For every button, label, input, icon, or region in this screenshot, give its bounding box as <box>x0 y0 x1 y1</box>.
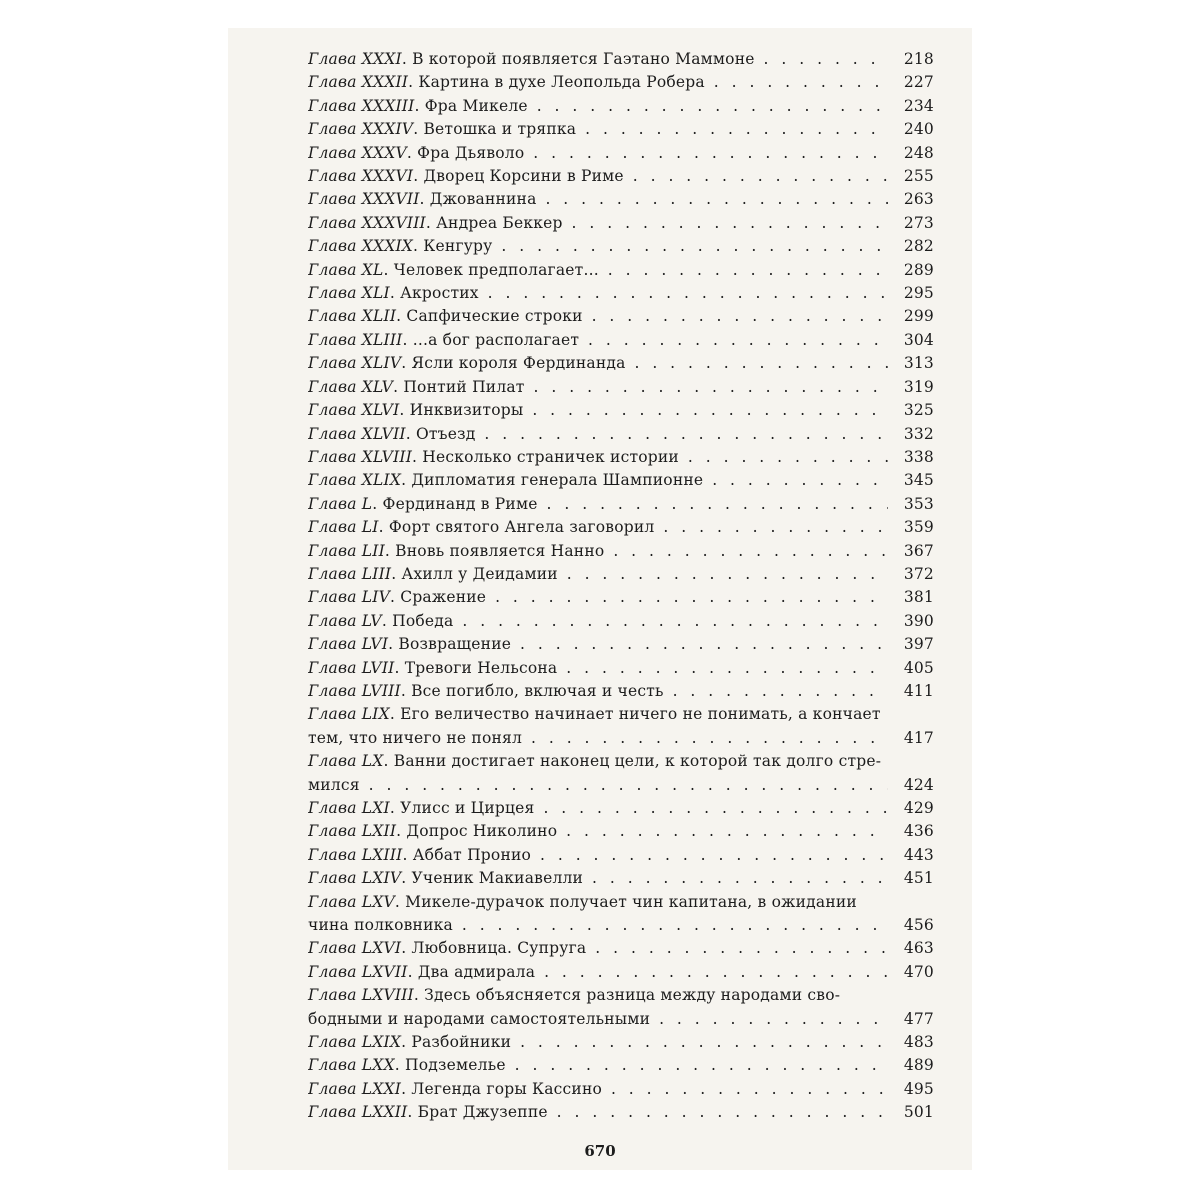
chapter-label: Глава <box>308 330 357 349</box>
chapter-number: LXV <box>361 892 395 911</box>
chapter-label: Глава <box>308 401 357 420</box>
toc-entry-line <box>308 446 934 469</box>
chapter-title: . Победа <box>381 611 454 630</box>
chapter-number: LI <box>361 518 379 537</box>
chapter-label: Глава <box>308 377 357 396</box>
chapter-number: XLI <box>361 284 390 303</box>
chapter-label: Глава <box>308 354 357 373</box>
chapter-title: . Форт святого Ангела заговорил <box>378 518 655 537</box>
chapter-number: LVIII <box>361 681 401 700</box>
chapter-title: . Любовница. Супруга <box>401 939 587 958</box>
toc-entry-line <box>308 71 934 94</box>
toc-page-number: 424 <box>888 774 934 797</box>
toc-entry <box>308 657 934 680</box>
chapter-title: . Инквизиторы <box>399 401 524 420</box>
chapter-title: . Аббат Пронио <box>402 845 532 864</box>
toc-entry-line <box>308 867 934 890</box>
toc-entry <box>308 680 934 703</box>
chapter-title: . Здесь объясняется разница между народами сво- <box>413 986 841 1005</box>
chapter-label: Глава <box>308 564 357 583</box>
chapter-number: XLVI <box>361 401 400 420</box>
toc-page-number: 234 <box>888 95 934 118</box>
toc-entry-line <box>308 516 934 539</box>
toc-page-number: 436 <box>888 820 934 843</box>
chapter-number: XLVIII <box>361 447 413 466</box>
toc-entry <box>308 446 934 469</box>
toc-page-number: 304 <box>888 329 934 352</box>
toc-page-number: 282 <box>888 235 934 258</box>
toc-entry-line <box>308 961 934 984</box>
toc-page-number: 289 <box>888 259 934 282</box>
toc-entry-line <box>308 680 934 703</box>
toc-entry-line <box>308 329 934 352</box>
continuation-text: бодными и народами самостоятельными <box>308 1009 651 1028</box>
toc-entry <box>308 259 934 282</box>
chapter-title: . Дипломатия генерала Шампионне <box>401 471 704 490</box>
toc-entry-line <box>308 235 934 258</box>
toc-entry <box>308 540 934 563</box>
chapter-label: Глава <box>308 799 357 817</box>
table-of-contents <box>308 48 934 1125</box>
chapter-number: XXXI <box>361 50 402 68</box>
chapter-number: XXXII <box>361 73 409 92</box>
toc-entry-line <box>308 423 934 446</box>
chapter-number: XXXIX <box>361 237 414 256</box>
chapter-number: LXVII <box>361 962 408 981</box>
toc-entry-line <box>308 633 934 656</box>
toc-entry-first-line <box>308 984 934 1007</box>
toc-entry <box>308 95 934 118</box>
chapter-label: Глава <box>308 986 357 1005</box>
chapter-label: Глава <box>308 1079 357 1098</box>
toc-entry-line <box>308 305 934 328</box>
toc-entry <box>308 423 934 446</box>
toc-entry-line <box>308 142 934 165</box>
chapter-label: Глава <box>308 892 357 911</box>
chapter-title: . Легенда горы Кассино <box>401 1079 603 1098</box>
chapter-title: . Акростих <box>389 284 479 303</box>
toc-entry <box>308 165 934 188</box>
chapter-number: LXIV <box>361 869 402 888</box>
toc-page-number: 255 <box>888 165 934 188</box>
chapter-label: Глава <box>308 73 357 92</box>
toc-page-number: 483 <box>888 1031 934 1054</box>
chapter-title: . Кенгуру <box>413 237 493 256</box>
toc-entry-line <box>308 165 934 188</box>
page-number-folio: 670 <box>584 1142 616 1160</box>
chapter-label: Глава <box>308 237 357 256</box>
toc-entry <box>308 610 934 633</box>
chapter-title: . Вновь появляется Нанно <box>384 541 605 560</box>
toc-page-number: 417 <box>888 727 934 750</box>
chapter-title: . Человек предполагает... <box>383 260 599 279</box>
chapter-label: Глава <box>308 424 357 443</box>
chapter-title: . Брат Джузеппе <box>407 1103 548 1122</box>
toc-page-number: 390 <box>888 610 934 633</box>
chapter-number: XLV <box>361 377 394 396</box>
chapter-label: Глава <box>308 96 357 115</box>
toc-page-number: 353 <box>888 493 934 516</box>
toc-entry-first-line <box>308 891 934 914</box>
chapter-title: . Джованнина <box>419 190 537 209</box>
chapter-number: XLIII <box>361 330 403 349</box>
toc-entry <box>308 48 934 71</box>
toc-page-number: 489 <box>888 1054 934 1077</box>
toc-entry-first-line <box>308 750 934 773</box>
toc-entry-line <box>308 352 934 375</box>
chapter-number: LX <box>361 752 384 771</box>
chapter-title: . Фра Дьяволо <box>406 143 525 162</box>
chapter-number: XL <box>361 260 384 279</box>
chapter-title: . Фра Микеле <box>414 96 528 115</box>
toc-entry <box>308 142 934 165</box>
chapter-label: Глава <box>308 167 357 186</box>
chapter-title: . Ученик Макиавелли <box>401 869 584 888</box>
chapter-title: . Понтий Пилат <box>393 377 525 396</box>
chapter-title: . Все погибло, включая и честь <box>400 681 664 700</box>
toc-page-number: 248 <box>888 142 934 165</box>
continuation-text: тем, что ничего не понял <box>308 728 523 747</box>
chapter-label: Глава <box>308 1056 357 1075</box>
chapter-label: Глава <box>308 869 357 888</box>
chapter-title: . Ванни достигает наконец цели, к которой так долго стре- <box>383 752 882 771</box>
toc-entry <box>308 493 934 516</box>
chapter-label: Глава <box>308 518 357 537</box>
toc-page-number: 218 <box>888 48 934 71</box>
toc-entry-line <box>308 563 934 586</box>
chapter-title-continuation <box>308 774 934 797</box>
chapter-label: Глава <box>308 213 357 232</box>
toc-page-number: 295 <box>888 282 934 305</box>
toc-entry <box>308 867 934 890</box>
chapter-number: LXI <box>361 799 390 817</box>
toc-entry <box>308 516 934 539</box>
toc-entry-line <box>308 48 934 71</box>
toc-entry <box>308 633 934 656</box>
chapter-title: . Разбойники <box>401 1033 512 1052</box>
toc-entry <box>308 1078 934 1101</box>
chapter-label: Глава <box>308 307 357 326</box>
chapter-title: . Ясли короля Фердинанда <box>401 354 626 373</box>
toc-page-number: 359 <box>888 516 934 539</box>
toc-entry <box>308 212 934 235</box>
chapter-label: Глава <box>308 50 357 68</box>
toc-entry-line <box>308 1078 934 1101</box>
chapter-title: . Сапфические строки <box>396 307 583 326</box>
chapter-number: LXIX <box>361 1033 402 1052</box>
toc-entry <box>308 71 934 94</box>
chapter-number: XXXV <box>361 143 407 162</box>
chapter-label: Глава <box>308 190 357 209</box>
toc-entry <box>308 750 934 797</box>
toc-entry-line <box>308 1054 934 1077</box>
continuation-text: чина полковника <box>308 916 453 935</box>
toc-page-number: 313 <box>888 352 934 375</box>
chapter-label: Глава <box>308 1033 357 1052</box>
chapter-title: . Ветошка и тряпка <box>413 120 577 139</box>
toc-page-number: 325 <box>888 399 934 422</box>
chapter-title: . Андреа Беккер <box>425 213 563 232</box>
chapter-title: . Фердинанд в Риме <box>372 494 538 513</box>
toc-page-number: 372 <box>888 563 934 586</box>
chapter-title: . ...а бог располагает <box>402 330 580 349</box>
toc-entry <box>308 820 934 843</box>
toc-entry-line <box>308 844 934 867</box>
toc-entry-line <box>308 118 934 141</box>
chapter-number: XLIV <box>361 354 402 373</box>
toc-page-number: 463 <box>888 937 934 960</box>
chapter-number: XXXVI <box>361 167 414 186</box>
chapter-title: . Его величество начинает ничего не понимать, а кончает <box>389 705 881 724</box>
toc-entry <box>308 1054 934 1077</box>
toc-page-number: 456 <box>888 914 934 937</box>
chapter-title: . Подземелье <box>394 1056 506 1075</box>
toc-page-number: 470 <box>888 961 934 984</box>
chapter-title: . Два адмирала <box>407 962 536 981</box>
toc-page-number: 451 <box>888 867 934 890</box>
chapter-number: LXII <box>361 822 397 841</box>
toc-entry <box>308 1101 934 1124</box>
toc-entry <box>308 376 934 399</box>
chapter-number: XLIX <box>361 471 402 490</box>
toc-entry-line <box>308 657 934 680</box>
toc-entry <box>308 305 934 328</box>
toc-entry-line <box>308 282 934 305</box>
chapter-label: Глава <box>308 120 357 139</box>
toc-page-number: 381 <box>888 586 934 609</box>
chapter-title: . Допрос Николино <box>396 822 558 841</box>
toc-page-number: 411 <box>888 680 934 703</box>
toc-entry-line <box>308 937 934 960</box>
chapter-label: Глава <box>308 962 357 981</box>
chapter-title: . Дворец Корсини в Риме <box>413 167 624 186</box>
chapter-number: LVI <box>361 635 389 654</box>
toc-entry-line <box>308 469 934 492</box>
toc-page-number: 332 <box>888 423 934 446</box>
toc-entry-line <box>308 797 934 820</box>
chapter-title: . Отъезд <box>405 424 476 443</box>
toc-page-number: 477 <box>888 1008 934 1031</box>
chapter-title-continuation <box>308 1008 934 1031</box>
toc-entry <box>308 844 934 867</box>
toc-page-number: 273 <box>888 212 934 235</box>
chapter-label: Глава <box>308 681 357 700</box>
chapter-title: . Тревоги Нельсона <box>394 658 558 677</box>
toc-entry <box>308 118 934 141</box>
toc-page-number: 429 <box>888 797 934 820</box>
chapter-title: . Ахилл у Деидамии <box>391 564 558 583</box>
chapter-number: LXXI <box>361 1079 402 1098</box>
chapter-title: . Улисс и Цирцея <box>389 799 535 817</box>
chapter-title: . Микеле-дурачок получает чин капитана, в ожидании <box>394 892 857 911</box>
chapter-number: L <box>361 494 373 513</box>
toc-entry-line <box>308 493 934 516</box>
toc-entry-line <box>308 820 934 843</box>
toc-entry-line <box>308 188 934 211</box>
chapter-label: Глава <box>308 752 357 771</box>
book-page <box>228 28 972 1170</box>
chapter-title-continuation <box>308 727 934 750</box>
chapter-title: . Картина в духе Леопольда Робера <box>408 73 705 92</box>
chapter-title: . Возвращение <box>388 635 512 654</box>
toc-entry-line <box>308 95 934 118</box>
toc-entry <box>308 563 934 586</box>
chapter-label: Глава <box>308 541 357 560</box>
toc-entry-line <box>308 540 934 563</box>
chapter-title: . Несколько страничек истории <box>412 447 679 466</box>
toc-entry-line <box>308 1031 934 1054</box>
toc-entry <box>308 352 934 375</box>
toc-page-number: 367 <box>888 540 934 563</box>
chapter-number: LIV <box>361 588 390 607</box>
toc-page-number: 299 <box>888 305 934 328</box>
toc-entry <box>308 797 934 820</box>
chapter-label: Глава <box>308 284 357 303</box>
chapter-number: XLII <box>361 307 397 326</box>
toc-entry <box>308 1031 934 1054</box>
toc-entry-line <box>308 376 934 399</box>
chapter-label: Глава <box>308 447 357 466</box>
chapter-label: Глава <box>308 260 357 279</box>
chapter-number: LXX <box>361 1056 395 1075</box>
chapter-label: Глава <box>308 611 357 630</box>
chapter-number: XXXVII <box>361 190 420 209</box>
toc-page-number: 319 <box>888 376 934 399</box>
toc-page-number: 397 <box>888 633 934 656</box>
chapter-title: . Сражение <box>390 588 487 607</box>
toc-entry <box>308 469 934 492</box>
chapter-label: Глава <box>308 822 357 841</box>
toc-entry <box>308 937 934 960</box>
toc-page-number: 240 <box>888 118 934 141</box>
toc-entry <box>308 399 934 422</box>
toc-page-number: 495 <box>888 1078 934 1101</box>
toc-page-number: 501 <box>888 1101 934 1124</box>
chapter-label: Глава <box>308 471 357 490</box>
toc-entry <box>308 891 934 938</box>
chapter-number: LXVIII <box>361 986 414 1005</box>
toc-entry <box>308 961 934 984</box>
continuation-text: мился <box>308 775 360 794</box>
chapter-number: LXIII <box>361 845 403 864</box>
chapter-label: Глава <box>308 588 357 607</box>
chapter-number: XXXIV <box>361 120 414 139</box>
chapter-number: LIII <box>361 564 392 583</box>
toc-page-number: 338 <box>888 446 934 469</box>
chapter-number: XXXVIII <box>361 213 426 232</box>
toc-entry-line <box>308 610 934 633</box>
toc-page-number: 405 <box>888 657 934 680</box>
toc-entry <box>308 984 934 1031</box>
toc-entry <box>308 282 934 305</box>
chapter-label: Глава <box>308 705 357 724</box>
chapter-label: Глава <box>308 939 357 958</box>
chapter-label: Глава <box>308 658 357 677</box>
toc-page-number: 443 <box>888 844 934 867</box>
toc-entry <box>308 586 934 609</box>
toc-page-number: 345 <box>888 469 934 492</box>
toc-entry-line <box>308 259 934 282</box>
toc-entry <box>308 329 934 352</box>
chapter-label: Глава <box>308 143 357 162</box>
toc-entry-first-line <box>308 703 934 726</box>
chapter-label: Глава <box>308 635 357 654</box>
chapter-title-continuation <box>308 914 934 937</box>
chapter-title: . В которой появляется Гаэтано Маммоне <box>401 50 755 68</box>
toc-entry-line <box>308 586 934 609</box>
toc-page-number: 227 <box>888 71 934 94</box>
toc-entry-line <box>308 212 934 235</box>
chapter-number: LXXII <box>361 1103 408 1122</box>
chapter-number: LVII <box>361 658 395 677</box>
toc-entry-line <box>308 399 934 422</box>
chapter-label: Глава <box>308 845 357 864</box>
chapter-number: XXXIII <box>361 96 415 115</box>
chapter-number: LIX <box>361 705 390 724</box>
toc-entry <box>308 188 934 211</box>
toc-entry <box>308 235 934 258</box>
chapter-number: LXVI <box>361 939 402 958</box>
chapter-number: LV <box>361 611 382 630</box>
toc-page-number: 263 <box>888 188 934 211</box>
chapter-number: XLVII <box>361 424 406 443</box>
chapter-label: Глава <box>308 1103 357 1122</box>
toc-entry-line <box>308 1101 934 1124</box>
toc-entry <box>308 703 934 750</box>
chapter-label: Глава <box>308 494 357 513</box>
chapter-number: LII <box>361 541 385 560</box>
